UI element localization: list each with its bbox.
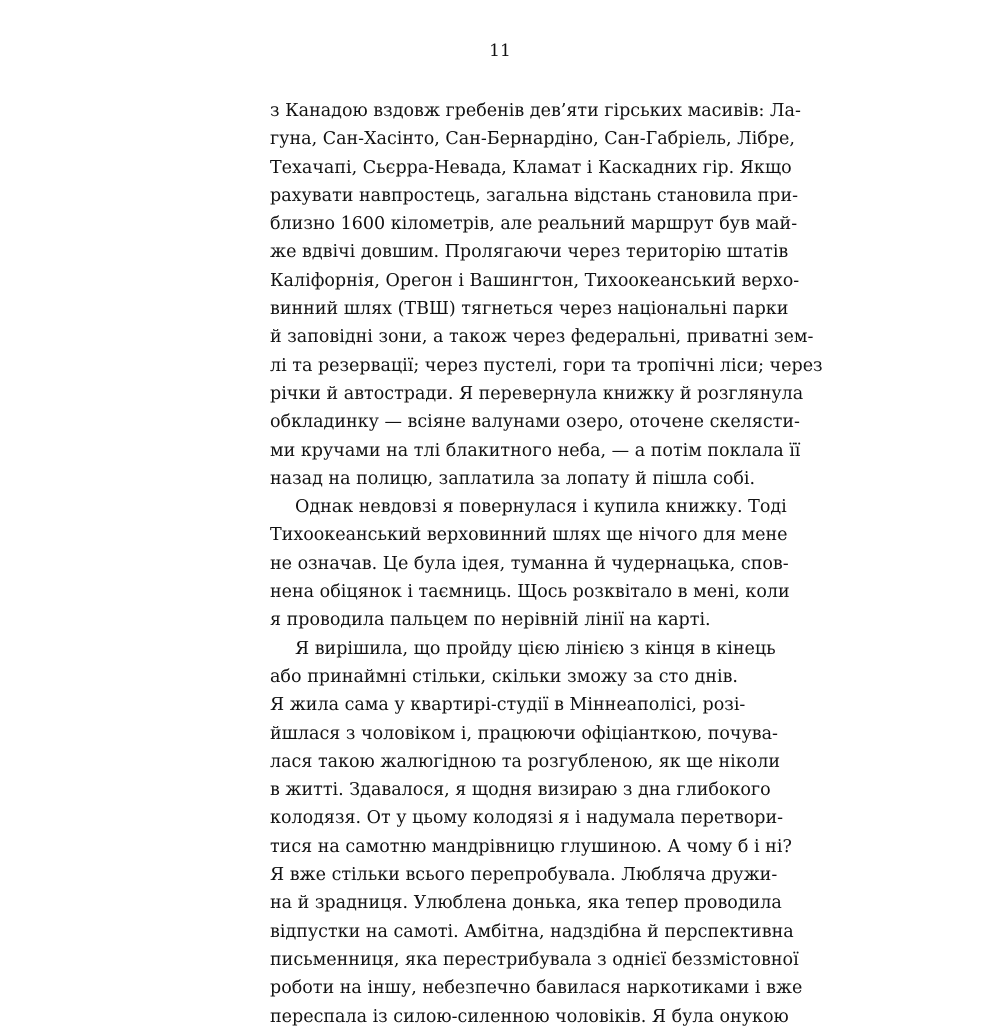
text-line: лася такою жалюгідною та розгубленою, як ще ніколи [270,751,781,772]
text-line: на й зрадниця. Улюблена донька, яка тепер проводила [270,893,782,914]
text-line: Однак невдовзі я повернулася і купила книжку. Тоді [295,497,787,518]
text-line: близно 1600 кілометрів, але реальний маршрут був май- [270,214,798,235]
text-line: не означав. Це була ідея, туманна й чудернацька, спов- [270,553,789,574]
text-line: гуна, Сан-Хасінто, Сан-Бернардіно, Сан-Габріель, Лібре, [270,129,795,150]
text-line: письменниця, яка перестрибувала з однієї беззмістовної [270,949,799,970]
text-line: колодязя. От у цьому колодязі я і надумала перетвори- [270,808,784,829]
text-line: або принаймні стільки, скільки зможу за сто днів. [270,666,738,687]
paragraph-3 [270,635,803,1031]
paragraph-2 [270,493,790,634]
paragraph-1 [270,97,823,493]
text-line: в житті. Здавалося, я щодня визираю з дна глибокого [270,780,771,801]
text-line: нена обіцянок і таємниць. Щось розквітало в мені, коли [270,582,790,603]
text-line: рахувати навпростець, загальна відстань становила при- [270,185,799,206]
text-line: Я вирішила, що пройду цією лінією з кінця в кінець [295,638,776,659]
text-line: з Канадою вздовж гребенів дев’яти гірських масивів: Ла- [270,101,801,121]
text-line: обкладинку — всіяне валунами озеро, оточене скелясти- [270,412,800,433]
text-line: Я жила сама у квартирі-студії в Міннеаполісі, розі- [270,695,746,716]
text-line: же вдвічі довшим. Пролягаючи через територію штатів [270,242,789,263]
text-line: переспала із силою-силенною чоловіків. Я була онукою [270,1006,789,1027]
text-line: тися на самотню мандрівницю глушиною. А чому б і ні? [270,836,792,857]
text-line: ми кручами на тлі блакитного неба, — а потім поклала її [270,440,801,461]
body-text [270,97,823,1031]
text-line: назад на полицю, заплатила за лопату й пішла собі. [270,468,756,489]
text-line: Каліфорнія, Орегон і Вашингтон, Тихоокеанський верхо- [270,270,800,291]
text-line: йшлася з чоловіком і, працюючи офіціанткою, почува- [270,723,778,744]
text-line: я проводила пальцем по нерівній лінії на карті. [270,610,711,631]
text-line: річки й автостради. Я перевернула книжку й розглянула [270,383,804,404]
text-line: лі та резервації; через пустелі, гори та тропічні ліси; через [270,355,823,376]
text-line: винний шлях (ТВШ) тягнеться через національні парки [270,299,789,320]
page-number: 11 [489,41,511,61]
text-line: роботи на іншу, небезпечно бавилася наркотиками і вже [270,978,803,999]
text-line: Тихоокеанський верховинний шлях ще нічого для мене [270,525,788,546]
text-line: Я вже стільки всього перепробувала. Люблячa дружи- [270,865,778,886]
text-line: Техачапі, Сьєрра-Невада, Кламат і Каскадних гір. Якщо [270,157,792,178]
text-line: відпустки на самоті. Амбітна, надздібна й перспективна [270,921,794,942]
text-line: й заповідні зони, а також через федеральні, приватні зем- [270,327,814,348]
